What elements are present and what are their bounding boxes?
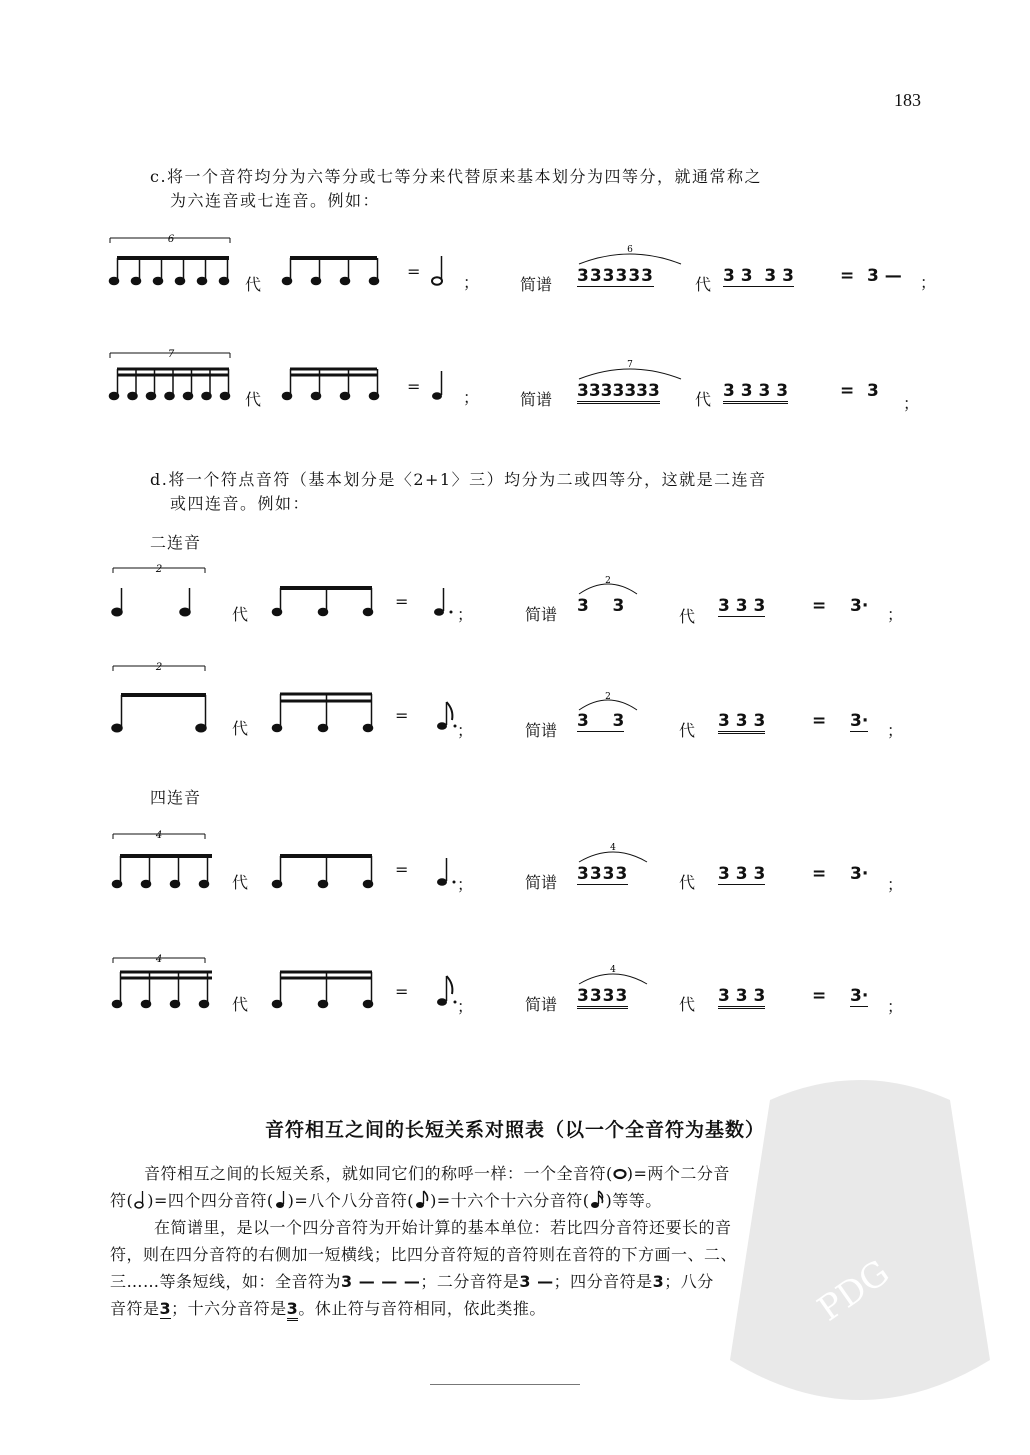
semicolon: ；	[903, 394, 920, 413]
dai-label: 代	[245, 390, 262, 409]
dai-label: 代	[232, 605, 249, 624]
tuplet-number: 2	[155, 662, 163, 673]
semicolon: ；	[887, 721, 904, 740]
quarter-note	[425, 345, 455, 405]
jianpu-basic: 3 3 3	[718, 864, 766, 884]
eighth-note-icon	[414, 1190, 430, 1210]
jianpu-basic: 3 3 3	[718, 596, 766, 616]
quadruplet-notation	[105, 950, 245, 1020]
semicolon: ；	[463, 388, 480, 407]
equals-sign: =	[395, 860, 409, 879]
jianpu-tuplet: 333333	[577, 266, 654, 286]
half-note-icon	[133, 1190, 147, 1210]
septuplet-notation	[105, 345, 245, 405]
dai-label: 代	[245, 275, 262, 294]
jianpu-tuplet-number: 6	[627, 245, 633, 255]
jianpu-tuplet: 3333	[577, 986, 628, 1009]
watermark-text: PDG	[810, 1252, 897, 1330]
jianpu-tuplet-number: 2	[605, 692, 611, 702]
equals-sign: =	[395, 592, 409, 611]
body-paragraph-2-line2: 符，则在四分音符的右侧加一短横线；比四分音符短的音符则在音符的下方画一、二、	[110, 1245, 738, 1264]
duplet-notation	[105, 560, 245, 620]
dai-label: 代	[679, 607, 696, 626]
quarter-note-icon	[274, 1190, 288, 1210]
equals-sign: =	[812, 596, 827, 616]
jianpu-result: 3·	[850, 864, 869, 884]
jianpu-result: 3	[867, 381, 879, 401]
section-d-line2: 或四连音。例如：	[170, 494, 311, 513]
note-group	[110, 258, 230, 285]
equals-sign: =	[840, 266, 855, 286]
page-number: 183	[894, 90, 921, 110]
sextuplet-notation	[105, 230, 245, 290]
duplet-notation	[105, 658, 245, 738]
jianpu-label: 简谱	[525, 605, 558, 624]
jianpu-basic: 3 3 3	[718, 986, 765, 1009]
basic-notes	[268, 826, 378, 896]
body-paragraph-2: 在简谱里，是以一个四分音符为开始计算的基本单位：若比四分音符还要长的音	[154, 1218, 732, 1237]
tuplet-number: 2	[155, 564, 163, 575]
dai-label: 代	[232, 873, 249, 892]
equals-sign: =	[840, 381, 855, 401]
jianpu-basic: 3 3 3 3	[723, 266, 794, 286]
equals-sign: =	[812, 986, 827, 1006]
semicolon: ；	[887, 997, 904, 1016]
section-c	[150, 165, 940, 213]
example-row-quadruplet-sixteenth	[105, 950, 935, 1016]
body-paragraph-2-line3: 三……等条短线，如：全音符为3 — — —；二分音符是3 —；四分音符是3；八分	[110, 1272, 714, 1291]
duplet-label: 二连音	[150, 533, 202, 552]
tuplet-number: 4	[155, 954, 163, 965]
jianpu-basic: 3 3 3	[718, 711, 765, 734]
equals-sign: =	[407, 262, 421, 281]
basic-notes	[268, 560, 378, 620]
jianpu-tuplet-number: 7	[627, 360, 633, 370]
example-row-duplet-quarter	[105, 560, 935, 626]
footer-rule	[430, 1384, 580, 1385]
basic-notes	[280, 230, 400, 290]
equals-sign: =	[395, 982, 409, 1001]
semicolon: ；	[457, 997, 474, 1016]
example-row-duplet-eighth	[105, 658, 935, 740]
tuplet-number: 6	[167, 234, 175, 245]
body-paragraph-1: 音符相互之间的长短关系，就如同它们的称呼一样：一个全音符( )=两个二分音	[144, 1164, 730, 1183]
section-d	[150, 468, 940, 516]
jianpu-label: 简谱	[520, 275, 553, 294]
jianpu-tuplet: 3333333	[577, 381, 660, 404]
sixteenth-note-icon	[589, 1190, 605, 1210]
semicolon: ；	[457, 605, 474, 624]
jianpu-tuplet: 3333	[577, 864, 629, 884]
equals-sign: =	[395, 706, 409, 725]
jianpu-tuplet-number: 4	[610, 843, 616, 853]
body-paragraph-2-line4: 音符是3；十六分音符是3。休止符与音符相同，依此类推。	[110, 1295, 930, 1322]
semicolon: ；	[887, 875, 904, 894]
semicolon: ；	[463, 273, 480, 292]
quadruplet-label: 四连音	[150, 788, 202, 807]
jianpu-result: 3 —	[867, 266, 902, 286]
body-paragraph-1-cont: 符( )=四个四分音符( )=八个八分音符( )=十六个十六分音符( )等等。	[110, 1191, 662, 1210]
tuplet-number: 4	[155, 830, 163, 841]
jianpu-label: 简谱	[525, 995, 558, 1014]
jianpu-result: 3·	[850, 986, 869, 1006]
equals-sign: =	[812, 711, 827, 731]
library-watermark	[710, 1060, 1010, 1420]
jianpu-tuplet: 3 3	[577, 711, 625, 731]
dai-label: 代	[232, 995, 249, 1014]
jianpu-tuplet: 3 3	[577, 596, 625, 616]
quadruplet-notation	[105, 826, 245, 896]
dai-label: 代	[695, 390, 712, 409]
half-note	[425, 230, 455, 290]
section-heading: 音符相互之间的长短关系对照表（以一个全音符为基数）	[264, 1119, 765, 1141]
semicolon: ；	[920, 273, 937, 292]
whole-note-icon	[613, 1168, 627, 1180]
jianpu-result: 3·	[850, 596, 869, 616]
section-c-line1: c.将一个音符均分为六等分或七等分来代替原来基本划分为四等分，就通常称之	[150, 167, 763, 186]
semicolon: ；	[887, 605, 904, 624]
dai-label: 代	[232, 719, 249, 738]
dai-label: 代	[679, 873, 696, 892]
section-d-line1: d.将一个符点音符（基本划分是〈2+1〉三）均分为二或四等分，这就是二连音	[150, 470, 767, 489]
jianpu-label: 简谱	[525, 721, 558, 740]
dai-label: 代	[679, 995, 696, 1014]
example-row-septuplet	[105, 345, 935, 413]
dai-label: 代	[679, 721, 696, 740]
jianpu-tuplet-number: 4	[610, 965, 616, 975]
jianpu-basic: 3 3 3 3	[723, 381, 788, 404]
jianpu-tuplet-number: 2	[605, 576, 611, 586]
jianpu-result: 3·	[850, 711, 869, 731]
basic-notes	[280, 345, 400, 405]
semicolon: ；	[457, 721, 474, 740]
equals-sign: =	[407, 377, 421, 396]
jianpu-label: 简谱	[525, 873, 558, 892]
basic-notes	[268, 950, 378, 1020]
jianpu-label: 简谱	[520, 390, 553, 409]
section-c-line2: 为六连音或七连音。例如：	[170, 191, 381, 210]
basic-notes	[268, 658, 378, 738]
dai-label: 代	[695, 275, 712, 294]
example-row-sextuplet	[105, 230, 937, 294]
equals-sign: =	[812, 864, 827, 884]
example-row-quadruplet-eighth	[105, 826, 935, 894]
tuplet-number: 7	[167, 349, 175, 360]
semicolon: ；	[457, 875, 474, 894]
